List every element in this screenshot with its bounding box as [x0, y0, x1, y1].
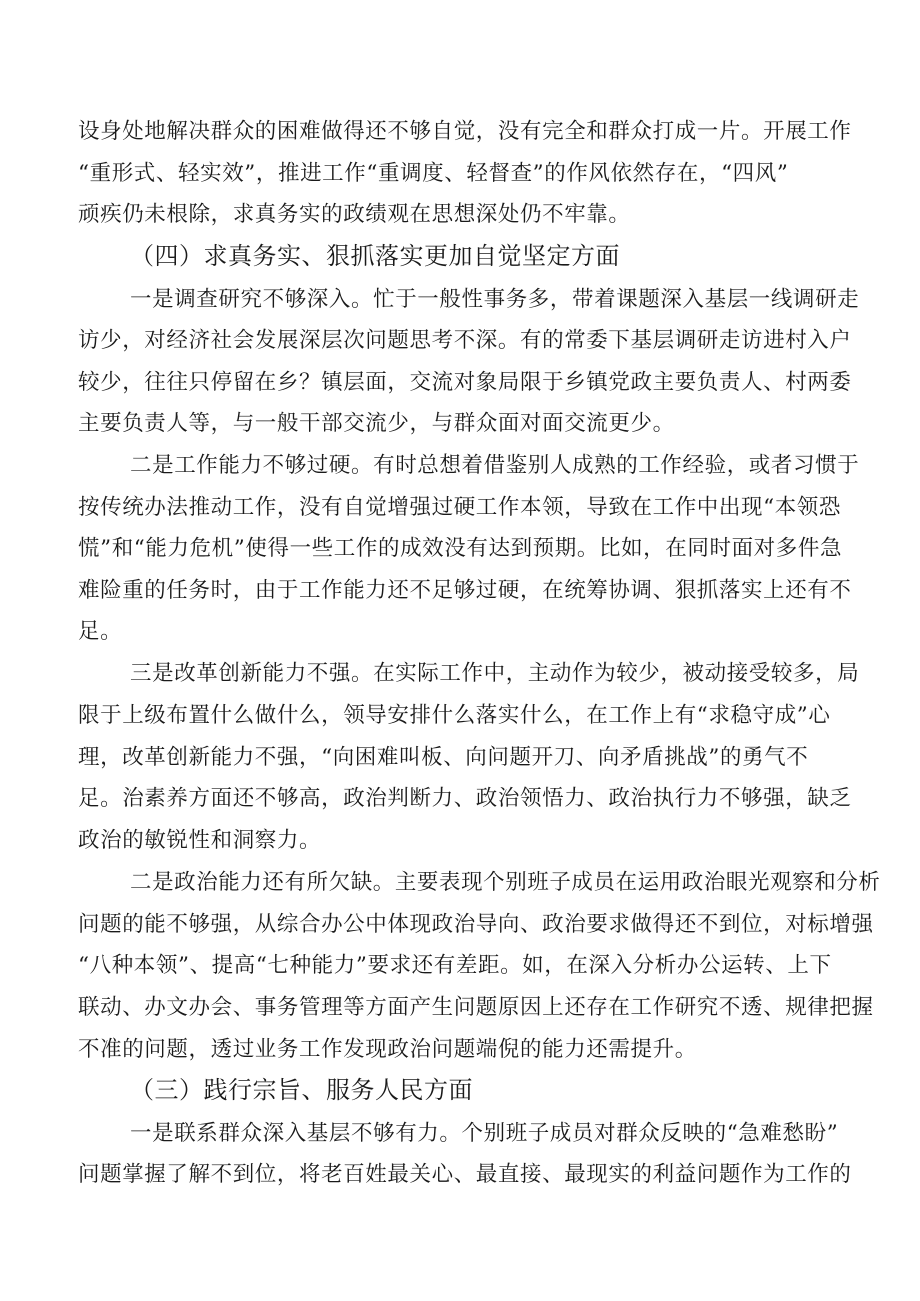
text-line: 主要负责人等，与一般干部交流少，与群众面对面交流更少。: [78, 411, 675, 436]
text-line: “八种本领”、提高“七种能力”要求还有差距。如，在深入分析办公运转、上下: [78, 953, 832, 978]
text-line: 访少，对经济社会发展深层次问题思考不深。有的常委下基层调研走访进村入户: [78, 328, 852, 353]
text-line: 设身处地解决群众的困难做得还不够自觉，没有完全和群众打成一片。开展工作: [78, 119, 852, 144]
text-line: 顽疾仍未根除，求真务实的政绩观在思想深处仍不牢靠。: [78, 202, 631, 227]
text-line: 一是联系群众深入基层不够有力。个别班子成员对群众反映的“急难愁盼”: [130, 1121, 839, 1146]
text-line: 二是工作能力不够过硬。有时总想着借鉴别人成熟的工作经验，或者习惯于: [130, 453, 860, 478]
text-line: 足。: [78, 619, 123, 644]
section-heading: （三）践行宗旨、服务人民方面: [130, 1076, 473, 1104]
text-line: 联动、办文办会、事务管理等方面产生问题原因上还存在工作研究不透、规律把握: [78, 995, 874, 1020]
text-line: 问题的能不够强，从综合办公中体现政治导向、政治要求做得还不到位，对标增强: [78, 912, 874, 937]
text-line: 问题掌握了解不到位，将老百姓最关心、最直接、最现实的利益问题作为工作的: [78, 1162, 852, 1187]
text-line: 一是调查研究不够深入。忙于一般性事务多，带着课题深入基层一线调研走: [130, 287, 860, 312]
text-line: 按传统办法推动工作，没有自觉增强过硬工作本领，导致在工作中出现“本领恐: [78, 495, 841, 520]
text-line: 三是改革创新能力不强。在实际工作中，主动作为较少，被动接受较多，局: [130, 661, 860, 686]
text-line: 较少，往往只停留在乡？镇层面，交流对象局限于乡镇党政主要负责人、村两委: [78, 370, 852, 395]
text-line: “重形式、轻实效”，推进工作“重调度、轻督查”的作风依然存在，“四风”: [78, 161, 789, 186]
text-line: 难险重的任务时，由于工作能力还不足够过硬，在统筹协调、狠抓落实上还有不: [78, 578, 852, 603]
text-line: 二是政治能力还有所欠缺。主要表现个别班子成员在运用政治眼光观察和分析: [130, 870, 881, 895]
text-line: 限于上级布置什么做什么，领导安排什么落实什么，在工作上有“求稳守成”心: [78, 703, 831, 728]
text-line: 不准的问题，透过业务工作发现政治问题端倪的能力还需提升。: [78, 1037, 697, 1062]
text-line: 政治的敏锐性和洞察力。: [78, 828, 322, 853]
section-heading: （四）求真务实、狠抓落实更加自觉坚定方面: [130, 242, 620, 270]
text-line: 足。治素养方面还不够高，政治判断力、政治领悟力、政治执行力不够强，缺乏: [78, 786, 852, 811]
text-line: 理，改革创新能力不强，“向困难叫板、向问题开刀、向矛盾挑战”的勇气不: [78, 745, 809, 770]
text-line: 慌”和“能力危机”使得一些工作的成效没有达到预期。比如，在同时面对多件急: [78, 536, 843, 561]
